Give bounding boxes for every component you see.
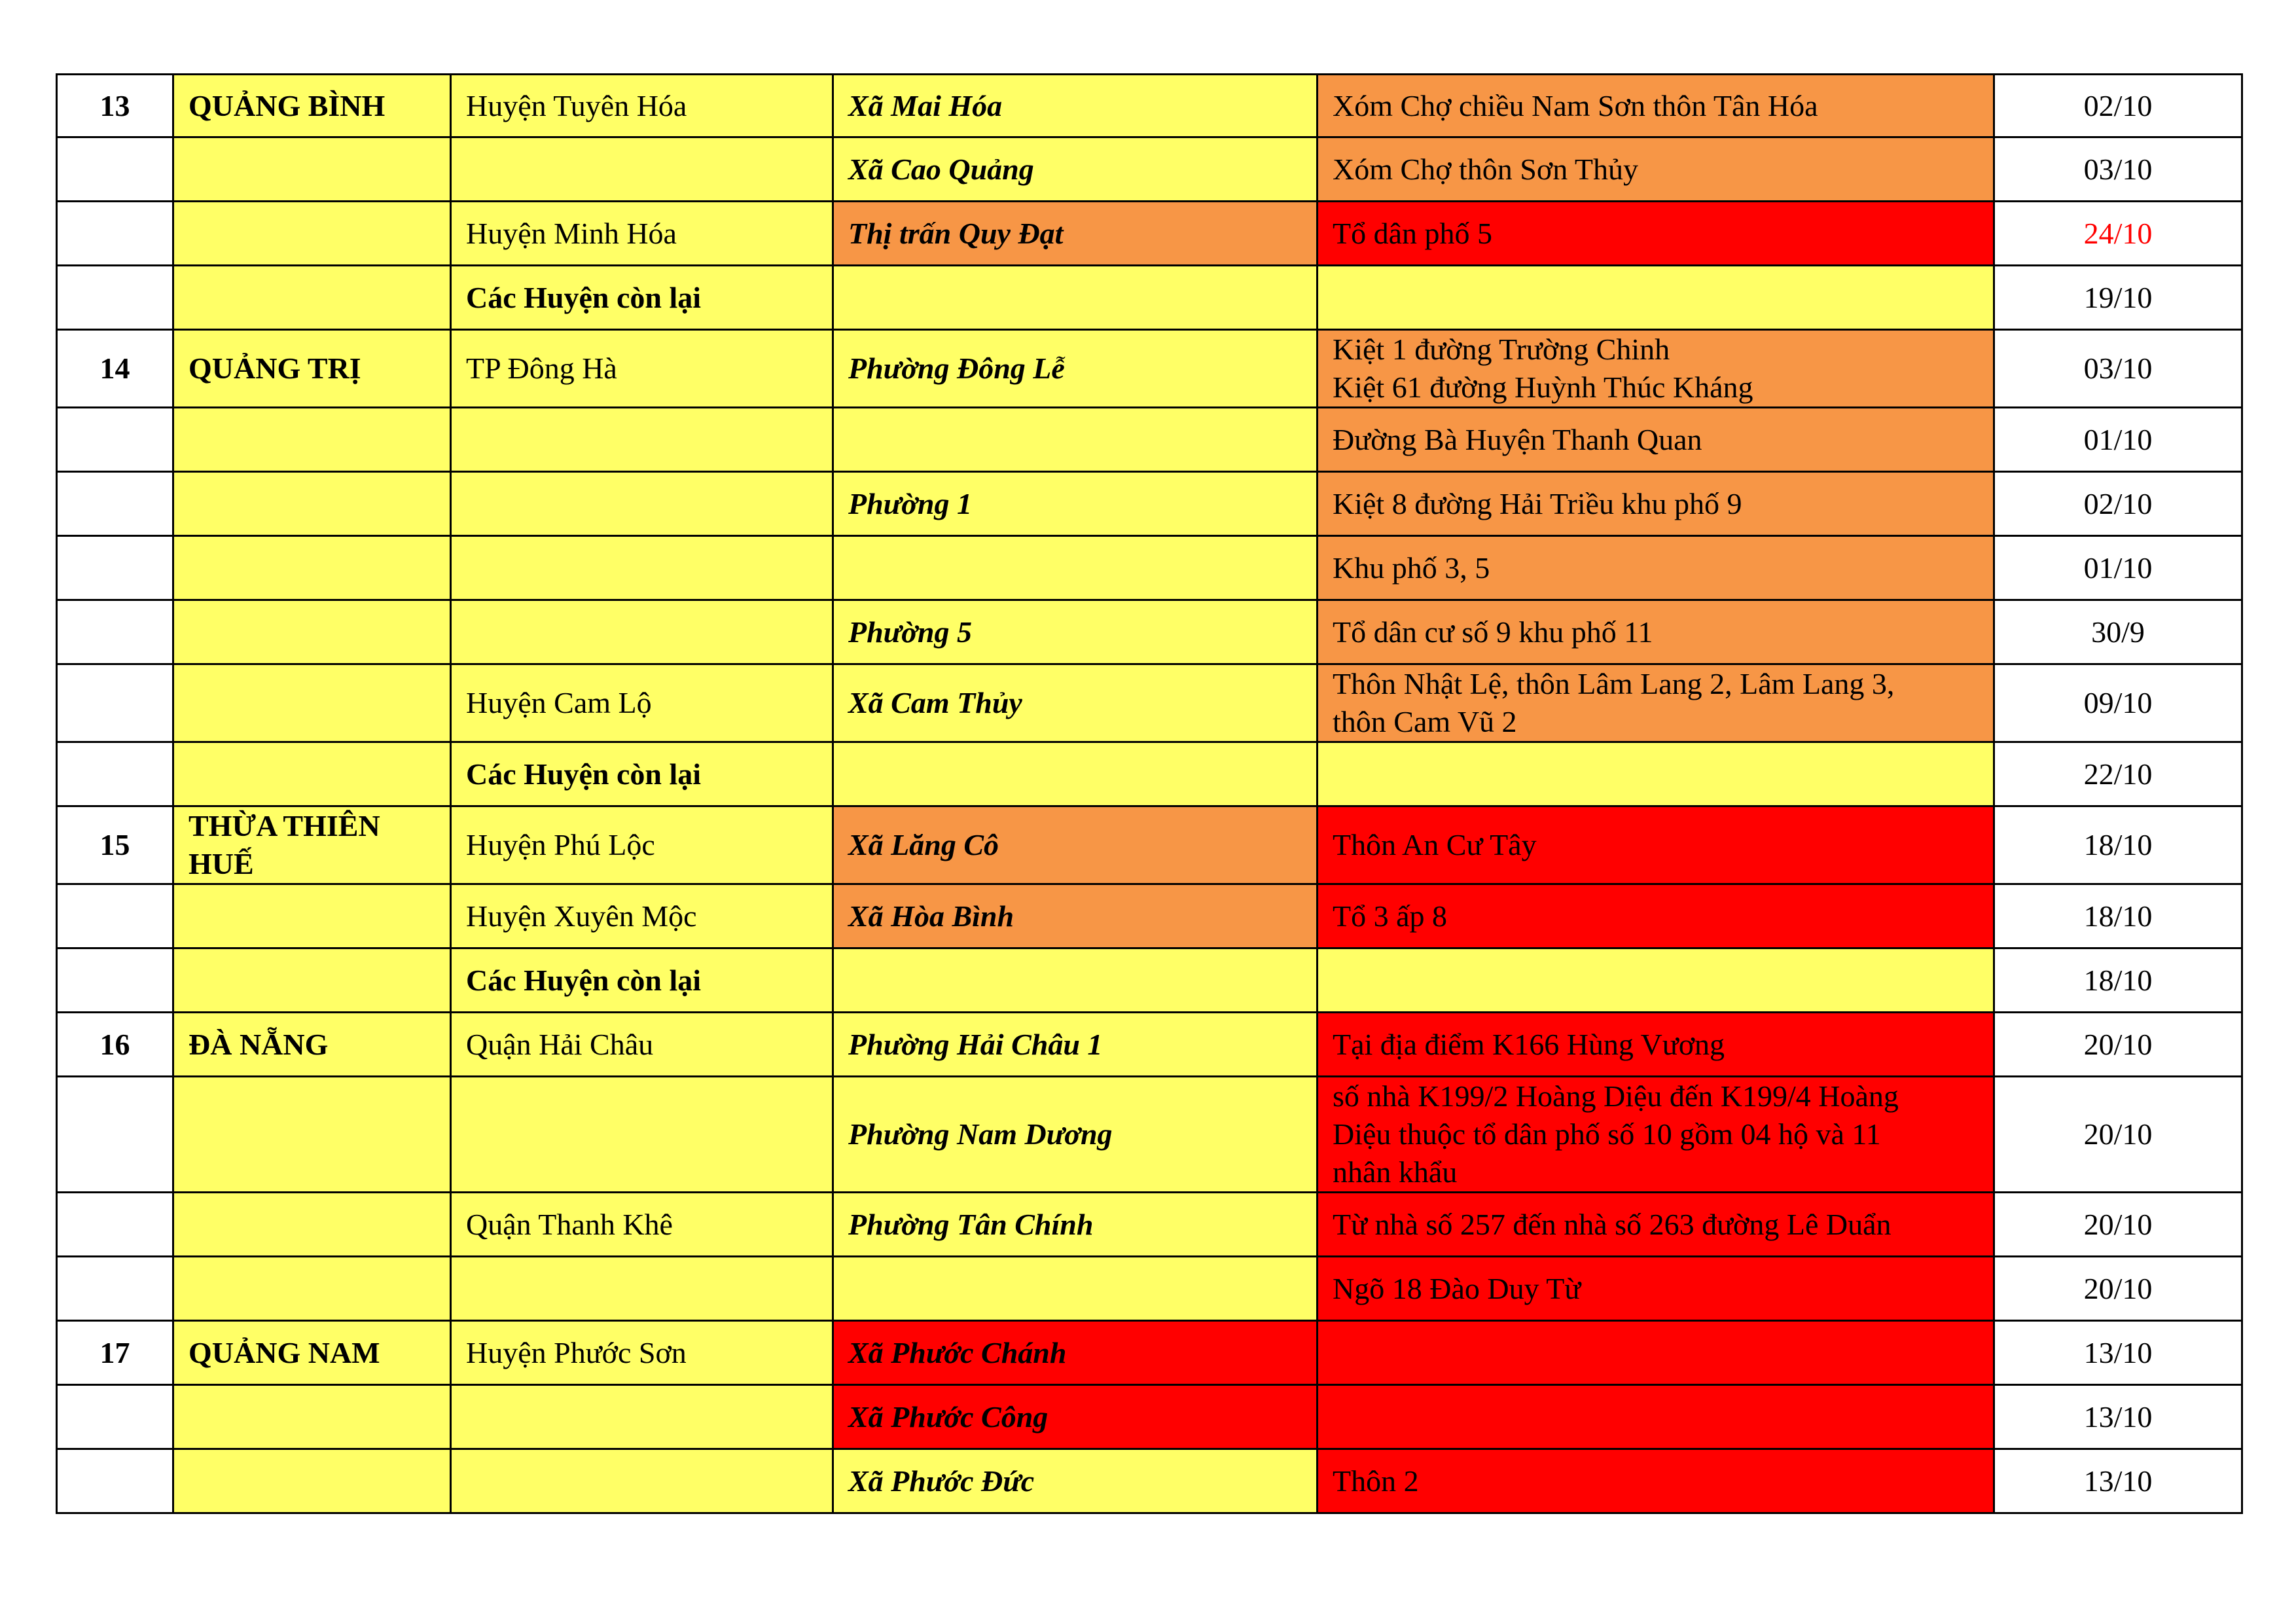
row-number-cell — [57, 137, 173, 202]
table-row — [57, 330, 2242, 408]
area-cell: Thôn An Cư Tây — [1318, 806, 1994, 884]
district-cell: Huyện Tuyên Hóa — [451, 75, 833, 137]
date-cell: 02/10 — [1994, 472, 2242, 536]
province-cell: QUẢNG TRỊ — [173, 330, 451, 408]
area-cell: Xóm Chợ thôn Sơn Thủy — [1318, 137, 1994, 202]
province-cell — [173, 1077, 451, 1193]
area-cell: Khu phố 3, 5 — [1318, 536, 1994, 600]
ward-cell — [833, 742, 1318, 806]
district-cell: TP Đông Hà — [451, 330, 833, 408]
row-number-cell — [57, 742, 173, 806]
date-cell: 18/10 — [1994, 806, 2242, 884]
ward-cell: Xã Hòa Bình — [833, 884, 1318, 948]
ward-cell: Thị trấn Quy Đạt — [833, 202, 1318, 266]
row-number-cell: 17 — [57, 1321, 173, 1385]
date-cell: 20/10 — [1994, 1257, 2242, 1321]
date-cell: 02/10 — [1994, 75, 2242, 137]
ward-cell: Xã Cao Quảng — [833, 137, 1318, 202]
date-cell: 13/10 — [1994, 1321, 2242, 1385]
district-cell: Huyện Phước Sơn — [451, 1321, 833, 1385]
district-cell: Quận Thanh Khê — [451, 1193, 833, 1257]
table-row — [57, 408, 2242, 472]
ward-cell: Xã Cam Thủy — [833, 664, 1318, 742]
date-cell: 03/10 — [1994, 330, 2242, 408]
district-cell: Quận Hải Châu — [451, 1013, 833, 1077]
date-cell: 20/10 — [1994, 1193, 2242, 1257]
table-row — [57, 1077, 2242, 1193]
date-cell: 01/10 — [1994, 536, 2242, 600]
district-cell — [451, 1257, 833, 1321]
table-row — [57, 137, 2242, 202]
ward-cell: Xã Phước Đức — [833, 1449, 1318, 1513]
ward-cell: Phường Tân Chính — [833, 1193, 1318, 1257]
province-cell — [173, 472, 451, 536]
district-cell — [451, 408, 833, 472]
row-number-cell — [57, 948, 173, 1013]
district-cell — [451, 1077, 833, 1193]
ward-cell: Xã Mai Hóa — [833, 75, 1318, 137]
province-cell — [173, 600, 451, 664]
ward-cell — [833, 266, 1318, 330]
row-number-cell — [57, 1077, 173, 1193]
table-row — [57, 664, 2242, 742]
area-cell: Kiệt 8 đường Hải Triều khu phố 9 — [1318, 472, 1994, 536]
district-cell — [451, 472, 833, 536]
area-cell: Thôn Nhật Lệ, thôn Lâm Lang 2, Lâm Lang 3, thôn Cam Vũ 2 — [1318, 664, 1994, 742]
row-number-cell: 13 — [57, 75, 173, 137]
area-cell: Từ nhà số 257 đến nhà số 263 đường Lê Duẩn — [1318, 1193, 1994, 1257]
table-row — [57, 884, 2242, 948]
district-cell: Các Huyện còn lại — [451, 266, 833, 330]
province-cell — [173, 884, 451, 948]
district-cell: Các Huyện còn lại — [451, 948, 833, 1013]
date-cell: 20/10 — [1994, 1077, 2242, 1193]
row-number-cell — [57, 202, 173, 266]
row-number-cell — [57, 664, 173, 742]
date-cell: 19/10 — [1994, 266, 2242, 330]
province-cell — [173, 1193, 451, 1257]
area-cell — [1318, 742, 1994, 806]
row-number-cell: 15 — [57, 806, 173, 884]
area-cell: Tổ 3 ấp 8 — [1318, 884, 1994, 948]
table-row — [57, 1193, 2242, 1257]
row-number-cell — [57, 1385, 173, 1449]
row-number-cell — [57, 536, 173, 600]
province-cell — [173, 266, 451, 330]
table-row — [57, 266, 2242, 330]
table-row — [57, 806, 2242, 884]
province-cell: QUẢNG NAM — [173, 1321, 451, 1385]
ward-cell: Phường Hải Châu 1 — [833, 1013, 1318, 1077]
district-cell: Huyện Cam Lộ — [451, 664, 833, 742]
row-number-cell — [57, 1449, 173, 1513]
district-cell: Huyện Minh Hóa — [451, 202, 833, 266]
district-cell: Các Huyện còn lại — [451, 742, 833, 806]
area-cell: Thôn 2 — [1318, 1449, 1994, 1513]
province-cell — [173, 137, 451, 202]
table-row — [57, 948, 2242, 1013]
area-cell: Kiệt 1 đường Trường Chinh Kiệt 61 đường Huỳnh Thúc Kháng — [1318, 330, 1994, 408]
date-cell: 13/10 — [1994, 1385, 2242, 1449]
table-row — [57, 1321, 2242, 1385]
area-cell: Tại địa điểm K166 Hùng Vương — [1318, 1013, 1994, 1077]
ward-cell — [833, 536, 1318, 600]
date-cell: 20/10 — [1994, 1013, 2242, 1077]
date-cell: 30/9 — [1994, 600, 2242, 664]
province-cell — [173, 536, 451, 600]
area-cell: Ngõ 18 Đào Duy Từ — [1318, 1257, 1994, 1321]
table-row — [57, 600, 2242, 664]
table-row — [57, 1449, 2242, 1513]
area-cell: Tổ dân cư số 9 khu phố 11 — [1318, 600, 1994, 664]
row-number-cell — [57, 600, 173, 664]
date-cell: 18/10 — [1994, 884, 2242, 948]
area-cell — [1318, 266, 1994, 330]
province-cell — [173, 742, 451, 806]
ward-cell: Phường Đông Lễ — [833, 330, 1318, 408]
area-cell: Tổ dân phố 5 — [1318, 202, 1994, 266]
province-cell — [173, 202, 451, 266]
province-cell — [173, 1257, 451, 1321]
area-cell — [1318, 948, 1994, 1013]
row-number-cell — [57, 884, 173, 948]
area-cell — [1318, 1321, 1994, 1385]
ward-cell: Phường Nam Dương — [833, 1077, 1318, 1193]
table-row — [57, 1385, 2242, 1449]
province-cell — [173, 1449, 451, 1513]
row-number-cell: 14 — [57, 330, 173, 408]
province-cell: THỪA THIÊN HUẾ — [173, 806, 451, 884]
date-cell: 24/10 — [1994, 202, 2242, 266]
area-cell: Đường Bà Huyện Thanh Quan — [1318, 408, 1994, 472]
row-number-cell — [57, 1257, 173, 1321]
row-number-cell — [57, 472, 173, 536]
ward-cell — [833, 408, 1318, 472]
date-cell: 13/10 — [1994, 1449, 2242, 1513]
province-cell: QUẢNG BÌNH — [173, 75, 451, 137]
date-cell: 18/10 — [1994, 948, 2242, 1013]
area-cell — [1318, 1385, 1994, 1449]
district-cell — [451, 1449, 833, 1513]
district-cell — [451, 536, 833, 600]
date-cell: 01/10 — [1994, 408, 2242, 472]
ward-cell: Xã Lăng Cô — [833, 806, 1318, 884]
province-cell — [173, 1385, 451, 1449]
ward-cell — [833, 1257, 1318, 1321]
row-number-cell: 16 — [57, 1013, 173, 1077]
table-row — [57, 742, 2242, 806]
ward-cell: Xã Phước Công — [833, 1385, 1318, 1449]
district-cell — [451, 600, 833, 664]
district-cell — [451, 137, 833, 202]
regions-table — [56, 73, 2243, 1514]
area-cell: số nhà K199/2 Hoàng Diệu đến K199/4 Hoàng Diệu thuộc tổ dân phố số 10 gồm 04 hộ và 11 nhân khẩu — [1318, 1077, 1994, 1193]
row-number-cell — [57, 408, 173, 472]
ward-cell: Xã Phước Chánh — [833, 1321, 1318, 1385]
ward-cell — [833, 948, 1318, 1013]
date-cell: 09/10 — [1994, 664, 2242, 742]
date-cell: 03/10 — [1994, 137, 2242, 202]
table-row — [57, 202, 2242, 266]
row-number-cell — [57, 1193, 173, 1257]
area-cell: Xóm Chợ chiều Nam Sơn thôn Tân Hóa — [1318, 75, 1994, 137]
district-cell: Huyện Phú Lộc — [451, 806, 833, 884]
table-row — [57, 536, 2242, 600]
province-cell: ĐÀ NẴNG — [173, 1013, 451, 1077]
table-row — [57, 75, 2242, 137]
row-number-cell — [57, 266, 173, 330]
ward-cell: Phường 1 — [833, 472, 1318, 536]
district-cell: Huyện Xuyên Mộc — [451, 884, 833, 948]
province-cell — [173, 408, 451, 472]
table-row — [57, 1257, 2242, 1321]
ward-cell: Phường 5 — [833, 600, 1318, 664]
district-cell — [451, 1385, 833, 1449]
date-cell: 22/10 — [1994, 742, 2242, 806]
table-row — [57, 472, 2242, 536]
province-cell — [173, 948, 451, 1013]
table-row — [57, 1013, 2242, 1077]
table-body — [57, 75, 2242, 1513]
province-cell — [173, 664, 451, 742]
